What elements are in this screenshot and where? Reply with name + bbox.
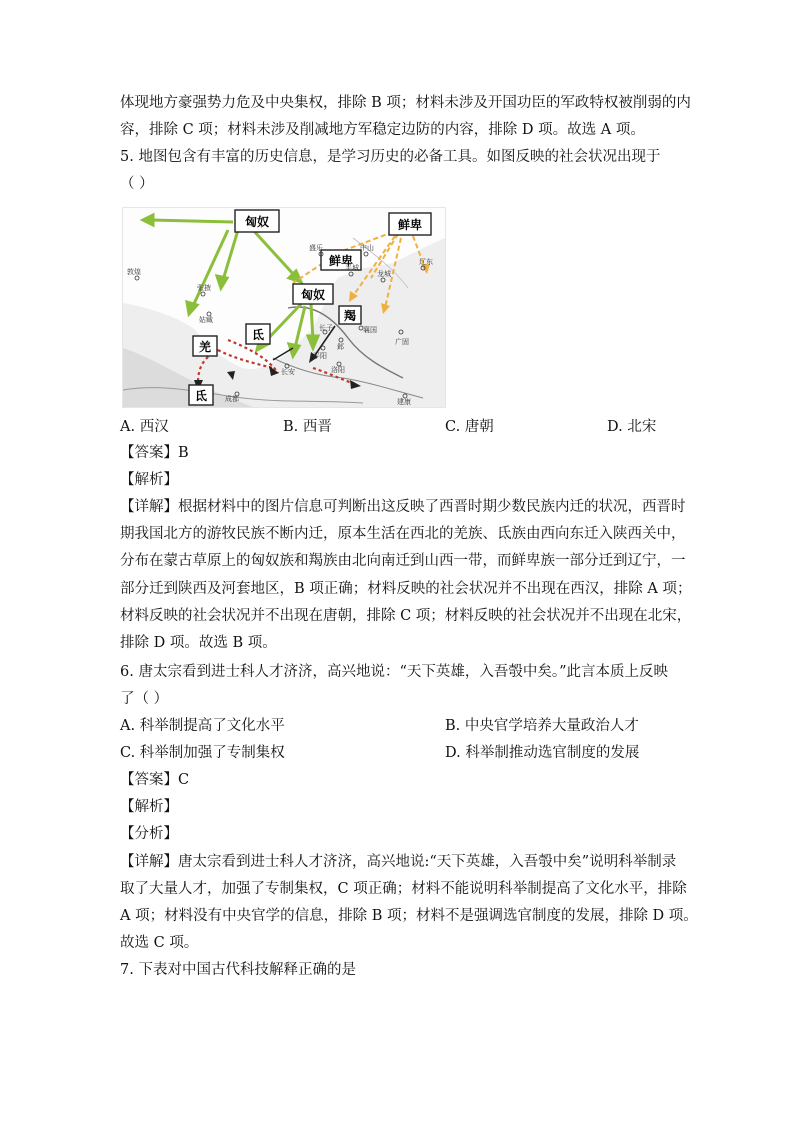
fenxi-label: 【分析】 — [120, 826, 178, 842]
question-stem: 5. 地图包含有丰富的历史信息，是学习历史的必备工具。如图反映的社会状况出现于 — [120, 149, 661, 165]
detail-line: 【详解】根据材料中的图片信息可判断出这反映了西晋时期少数民族内迁的状况，西晋时 — [120, 499, 686, 515]
city-zhangye: 张掖 — [197, 284, 211, 292]
answer-label: 【答案】B — [120, 445, 189, 461]
detail-line: 分布在蒙古草原上的匈奴族和羯族由北向南迁到山西一带，而鲜卑族一部分迁到辽宁，一 — [120, 553, 686, 569]
question-stem: 6. 唐太宗看到进士科人才济济，高兴地说：“天下英雄，入吾彀中矣。”此言本质上反映 — [120, 664, 669, 680]
city-longcheng: 龙城 — [377, 270, 391, 278]
detail-line: 取了大量人才，加强了专制集权，C 项正确；材料不能说明科举制提高了文化水平，排除 — [120, 881, 687, 897]
map-graphic — [123, 208, 445, 407]
text-line: 体现地方豪强势力危及中央集权，排除 B 项；材料未涉及开国功臣的军政特权被削弱的内 — [120, 95, 691, 111]
detail-line: 排除 D 项。故选 B 项。 — [120, 635, 277, 651]
detail-line: 材料反映的社会状况并不出现在唐朝，排除 C 项；材料反映的社会状况并不出现在北宋， — [120, 608, 692, 624]
city-changzi: 长子 — [319, 324, 333, 332]
question-stem-cont: 了（ ） — [120, 691, 169, 707]
option-c[interactable]: C. 唐朝 — [445, 419, 494, 435]
option-b[interactable]: B. 西晋 — [283, 419, 332, 435]
detail-line: 故选 C 项。 — [120, 935, 199, 951]
tribe-xiongnu-north: 匈奴 — [244, 215, 270, 229]
tribe-di-south: 氐 — [194, 389, 208, 403]
detail-line: 期我国北方的游牧民族不断内迁，原本生活在西北的羌族、氐族由西向东迁入陕西关中， — [120, 526, 686, 542]
tribe-xianbei-northeast: 鲜卑 — [397, 218, 423, 232]
analysis-label: 【解析】 — [120, 799, 178, 815]
detail-line: 部分迁到陕西及河套地区，B 项正确；材料反映的社会状况并不出现在西汉，排除 A 项； — [120, 581, 692, 597]
answer-parenthesis: （ ） — [120, 176, 154, 192]
history-map — [122, 207, 446, 408]
tribe-jie: 羯 — [343, 309, 357, 323]
option-b[interactable]: B. 中央官学培养大量政治人才 — [445, 718, 639, 734]
detail-line: A 项；材料没有中央官学的信息，排除 B 项；材料不是强调选官制度的发展，排除 D 项。 — [120, 908, 698, 924]
option-c[interactable]: C. 科举制加强了专制集权 — [120, 745, 285, 761]
tribe-qiang: 羌 — [198, 340, 212, 354]
text-line: 容，排除 C 项；材料未涉及削减地方军稳定边防的内容，排除 D 项。故选 A 项。 — [120, 122, 645, 138]
city-jiankang: 建康 — [397, 398, 411, 406]
city-xiangguo: 襄国 — [363, 326, 377, 334]
option-a[interactable]: A. 西汉 — [120, 419, 169, 435]
city-guangu: 广固 — [395, 338, 409, 346]
answer-label: 【答案】C — [120, 772, 190, 788]
tribe-di-central: 氐 — [251, 328, 265, 342]
city-ye: 邺 — [337, 343, 344, 351]
city-guzang: 姑臧 — [199, 316, 213, 324]
tribe-xiongnu-central: 匈奴 — [300, 288, 326, 302]
option-a[interactable]: A. 科举制提高了文化水平 — [120, 718, 285, 734]
option-d[interactable]: D. 北宋 — [607, 419, 657, 435]
tribe-xianbei-central: 鲜卑 — [328, 254, 354, 268]
city-pingyang: 平阳 — [313, 352, 327, 360]
city-changan: 长安 — [281, 368, 295, 376]
city-pingcheng: 平城 — [345, 264, 359, 272]
analysis-label: 【解析】 — [120, 472, 178, 488]
city-luoyang: 洛阳 — [331, 366, 345, 374]
detail-line: 【详解】唐太宗看到进士科人才济济，高兴地说:“天下英雄，入吾彀中矣”说明科举制录 — [120, 854, 677, 870]
city-dunhuang: 敦煌 — [127, 268, 141, 276]
city-liaodong: 辽东 — [419, 258, 433, 266]
city-shengle: 盛乐 — [309, 244, 323, 252]
city-chengdu: 成都 — [225, 395, 239, 403]
option-d[interactable]: D. 科举制推动选官制度的发展 — [445, 745, 640, 761]
city-zhongshan: 中山 — [360, 244, 374, 252]
question-stem: 7. 下表对中国古代科技解释正确的是 — [120, 962, 356, 978]
